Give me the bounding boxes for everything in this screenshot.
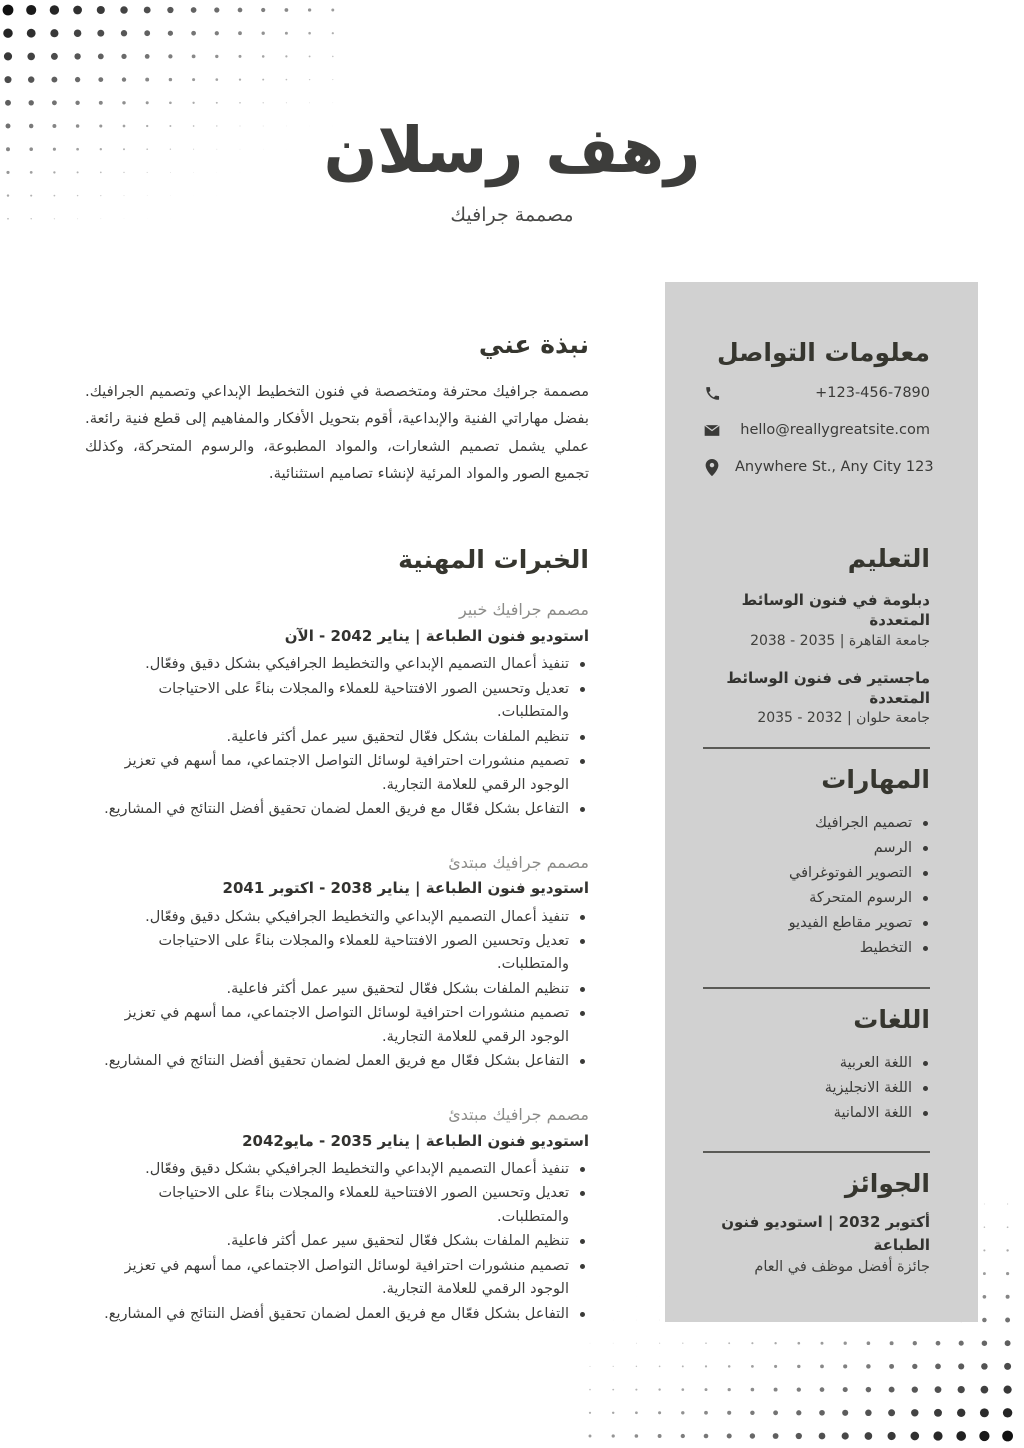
languages-section [703, 1005, 930, 1126]
sidebar [665, 282, 978, 1284]
list-item: تنظيم الملفات بشكل فعّال لتحقيق سير عمل أكثر فاعلية. [85, 978, 589, 1001]
skills-section [703, 765, 930, 961]
list-item: تنظيم الملفات بشكل فعّال لتحقيق سير عمل أكثر فاعلية. [85, 726, 589, 749]
experience-role: مصمم جرافيك مبتدئ [448, 1104, 589, 1124]
award-name: جائزة أفضل موظف في العام [754, 1259, 930, 1276]
contact-row-phone[interactable] [703, 384, 930, 402]
list-item: تصميم الجرافيك [703, 811, 930, 836]
experience-entry [85, 1102, 589, 1326]
skills-heading: المهارات [821, 765, 930, 794]
education-meta: جامعة حلوان | 2032 - 2035 [757, 710, 930, 726]
list-item: اللغة الانجليزية [703, 1076, 930, 1101]
experience-role: مصمم جرافيك خبير [458, 600, 589, 620]
experience-bullets [85, 1158, 589, 1326]
resume-header [0, 114, 1024, 227]
experience-bullets [85, 653, 589, 821]
award-entry [703, 1211, 930, 1279]
phone-icon [703, 384, 721, 402]
list-item: تصميم منشورات احترافية لوسائل التواصل الاجتماعي، مما أسهم في تعزيز الوجود الرقمي للعلامة التجارية. [85, 1255, 589, 1302]
education-entry [703, 668, 930, 730]
page-title: رهف رسلان [323, 114, 701, 187]
experience-section [85, 545, 589, 1326]
list-item: الرسوم المتحركة [703, 886, 930, 911]
list-item: تعديل وتحسين الصور الافتتاحية للعملاء والمجلات بناءً على الاحتياجات والمتطلبات. [85, 930, 589, 977]
contact-section [703, 338, 934, 476]
experience-company-dates: استوديو فنون الطباعة | يناير 2035 - مايو2042 [242, 1131, 589, 1150]
list-item: التفاعل بشكل فعّال مع فريق العمل لضمان تحقيق أفضل النتائج في المشاريع. [85, 1050, 589, 1073]
list-item: اللغة العربية [703, 1051, 930, 1076]
about-section [85, 330, 589, 487]
list-item: الرسم [703, 836, 930, 861]
list-item: تصميم منشورات احترافية لوسائل التواصل الاجتماعي، مما أسهم في تعزيز الوجود الرقمي للعلامة التجارية. [85, 1002, 589, 1049]
education-section [703, 544, 930, 729]
job-title-subtitle: مصممة جرافيك [450, 204, 574, 227]
list-item: تصميم منشورات احترافية لوسائل التواصل الاجتماعي، مما أسهم في تعزيز الوجود الرقمي للعلامة التجارية. [85, 750, 589, 797]
list-item: التفاعل بشكل فعّال مع فريق العمل لضمان تحقيق أفضل النتائج في المشاريع. [85, 798, 589, 821]
languages-list [703, 1051, 930, 1126]
experience-company-dates: استوديو فنون الطباعة | يناير 2042 - الآن [284, 627, 589, 646]
education-degree: دبلومة في فنون الوسائط المتعددة [741, 591, 930, 630]
experience-bullets [85, 906, 589, 1074]
list-item: تعديل وتحسين الصور الافتتاحية للعملاء والمجلات بناءً على الاحتياجات والمتطلبات. [85, 1182, 589, 1229]
experience-entry [85, 597, 589, 821]
contact-row-address[interactable] [703, 458, 934, 476]
list-item: تصوير مقاطع الفيديو [703, 911, 930, 936]
section-divider [703, 1151, 930, 1153]
list-item: اللغة الالمانية [703, 1101, 930, 1126]
list-item: تنظيم الملفات بشكل فعّال لتحقيق سير عمل أكثر فاعلية. [85, 1230, 589, 1253]
skills-list [703, 811, 930, 961]
education-meta: جامعة القاهرة | 2035 - 2038 [750, 632, 930, 649]
award-date-company: أكتوبر 2032 | استوديو فنون الطباعة [721, 1213, 930, 1254]
awards-heading: الجوائز [844, 1169, 930, 1199]
education-entry [703, 590, 930, 652]
address-value: Anywhere St., Any City 123 [735, 459, 934, 475]
list-item: تنفيذ أعمال التصميم الإبداعي والتخطيط الجرافيكي بشكل دقيق وفعّال. [85, 906, 589, 929]
phone-value: +123-456-7890 [815, 385, 930, 401]
list-item: تعديل وتحسين الصور الافتتاحية للعملاء والمجلات بناءً على الاحتياجات والمتطلبات. [85, 678, 589, 725]
list-item: تنفيذ أعمال التصميم الإبداعي والتخطيط الجرافيكي بشكل دقيق وفعّال. [85, 653, 589, 676]
experience-role: مصمم جرافيك مبتدئ [448, 852, 589, 872]
location-pin-icon [703, 458, 721, 476]
education-degree: ماجستير فى فنون الوسائط المتعددة [726, 668, 930, 707]
list-item: التفاعل بشكل فعّال مع فريق العمل لضمان تحقيق أفضل النتائج في المشاريع. [85, 1303, 589, 1326]
experience-company-dates: استوديو فنون الطباعة | يناير 2038 - اكتوبر 2041 [222, 879, 589, 898]
list-item: تنفيذ أعمال التصميم الإبداعي والتخطيط الجرافيكي بشكل دقيق وفعّال. [85, 1158, 589, 1181]
experience-entry [85, 850, 589, 1074]
main-content [85, 330, 589, 1348]
experience-heading: الخبرات المهنية [398, 545, 589, 575]
envelope-icon [703, 421, 721, 439]
email-value: hello@reallygreatsite.com [740, 422, 930, 438]
contact-row-email[interactable] [703, 421, 930, 439]
about-heading: نبذة عني [478, 330, 589, 359]
list-item: التصوير الفوتوغرافي [703, 861, 930, 886]
education-heading: التعليم [847, 544, 930, 573]
languages-heading: اللغات [853, 1004, 930, 1034]
section-divider [703, 987, 930, 989]
list-item: التخطيط [703, 936, 930, 961]
section-divider [703, 747, 930, 749]
awards-section [703, 1169, 930, 1279]
about-paragraph: مصممة جرافيك محترفة ومتخصصة في فنون التخطيط الإبداعي وتصميم الجرافيك. بفضل مهاراتي الفنية والإبداعية، أقوم بتحويل الأفكار والمفاهيم إلى قطع فنية رائعة. عملي يشمل تصميم الشعارات، والمواد المطبوعة، والرسوم المتحركة، وكذلك تجميع الصور والمواد المرئية لإنشاء تصاميم استثنائية. [85, 383, 589, 483]
contact-heading: معلومات التواصل [716, 338, 930, 367]
